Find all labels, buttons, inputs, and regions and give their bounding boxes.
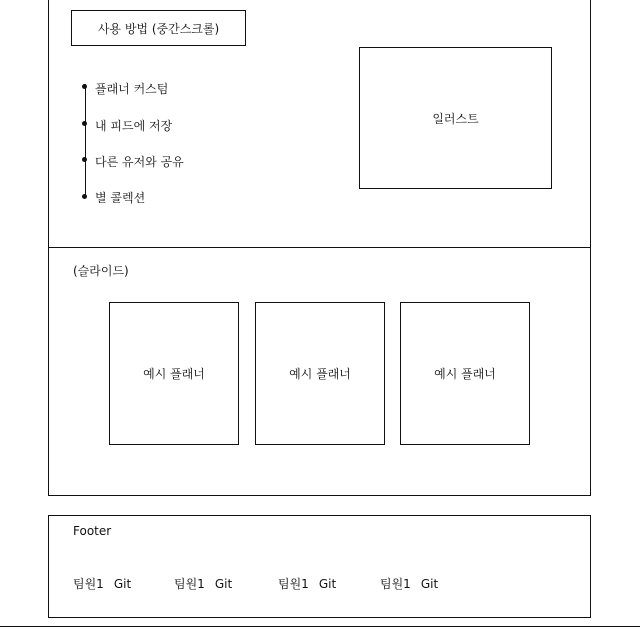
slider-label: (슬라이드) [73, 264, 129, 278]
feature-item-save: 내 피드에 저장 [95, 119, 173, 133]
illustration-label: 일러스트 [432, 111, 479, 126]
planner-card-label: 예시 플래너 [143, 367, 205, 381]
feature-item-share: 다른 유저와 공유 [95, 155, 184, 169]
member-name: 팀원1 [73, 577, 104, 591]
footer-title: Footer [73, 524, 112, 538]
planner-card-label: 예시 플래너 [289, 367, 351, 381]
timeline-dot [82, 121, 87, 126]
member-name: 팀원1 [174, 577, 205, 591]
timeline-dot [82, 84, 87, 89]
footer-member-2 [174, 575, 232, 592]
planner-card-1[interactable] [109, 302, 239, 445]
git-link[interactable]: Git [318, 577, 337, 591]
timeline-line [85, 84, 86, 197]
planner-card-label: 예시 플래너 [434, 367, 496, 381]
usage-title [71, 10, 246, 46]
footer [48, 515, 591, 618]
intro-section [48, 0, 591, 248]
member-name: 팀원1 [380, 577, 411, 591]
usage-title-text: 사용 방법 (중간스크롤) [97, 21, 220, 36]
git-link[interactable]: Git [420, 577, 439, 591]
footer-member-4 [380, 575, 438, 592]
planner-card-2[interactable] [255, 302, 385, 445]
planner-card-3[interactable] [400, 302, 530, 445]
timeline-dot [82, 194, 87, 199]
illustration-placeholder [359, 47, 552, 189]
slider-section [48, 247, 591, 496]
page-bottom-divider [0, 626, 640, 627]
footer-member-3 [278, 575, 336, 592]
footer-member-1 [73, 575, 131, 592]
git-link[interactable]: Git [113, 577, 132, 591]
member-name: 팀원1 [278, 577, 309, 591]
git-link[interactable]: Git [214, 577, 233, 591]
feature-item-custom: 플래너 커스텀 [95, 82, 169, 96]
timeline-dot [82, 157, 87, 162]
feature-item-collection: 별 콜렉션 [95, 191, 146, 205]
